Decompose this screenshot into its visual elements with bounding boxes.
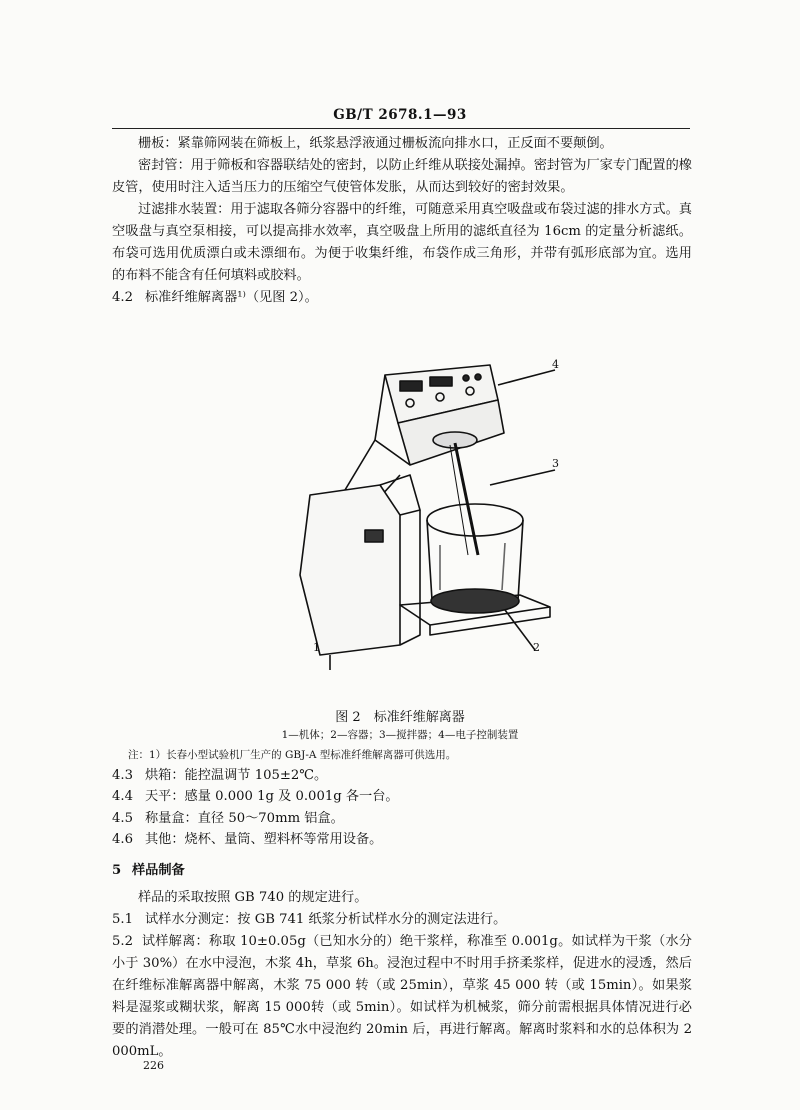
item-5-1 bbox=[112, 909, 692, 931]
figure-legend: 1—机体；2—容器；3—搅拌器；4—电子控制装置 bbox=[281, 729, 519, 741]
section-4-2 bbox=[112, 287, 692, 309]
item-number: 4.5 bbox=[112, 811, 133, 826]
item-4-3 bbox=[112, 765, 692, 787]
item-text: 天平：感量 0.000 1g 及 0.001g 各一台。 bbox=[145, 789, 399, 804]
paragraph-seal-tube: 密封管：用于筛板和容器联结处的密封，以防止纤维从联接处漏掉。密封管为厂家专门配置的橡皮管，使用时注入适当压力的压缩空气使管体发胀，从而达到较好的密封效果。 bbox=[112, 158, 692, 195]
disintegrator-drawing bbox=[290, 345, 570, 685]
item-4-4 bbox=[112, 786, 692, 808]
figure-note: 注：1）长春小型试验机厂生产的 GBJ-A 型标准纤维解离器可供选用。 bbox=[128, 749, 457, 761]
item-text: 其他：烧杯、量筒、塑料杯等常用设备。 bbox=[145, 832, 383, 847]
section-number: 4.2 bbox=[112, 290, 133, 305]
figure-caption: 图 2 标准纤维解离器 bbox=[335, 710, 465, 725]
header-rule bbox=[112, 128, 690, 129]
item-number: 5.2 bbox=[112, 934, 133, 949]
figure-label-3: 3 bbox=[552, 457, 559, 470]
section-title: 样品制备 bbox=[132, 863, 185, 878]
figure-label-2: 2 bbox=[533, 641, 540, 654]
item-4-5 bbox=[112, 808, 692, 830]
figure-label-1: 1 bbox=[313, 641, 320, 654]
item-number: 4.6 bbox=[112, 832, 133, 847]
item-text: 试样解离：称取 10±0.05g（已知水分的）绝干浆样，称准至 0.001g。如试样为干浆（水分小于 30%）在水中浸泡，木浆 4h，草浆 6h。浸泡过程中不时用手挤柔浆样，促进水的浸透，然后在纤维标准解离器中解离，木浆 75 000 转（或 25min），草浆 45 000 转（或 15min）。如果浆料是湿浆或糊状浆，解离 15 000转（或 5min）。如试样为机械浆，筛分前需根据具体情况进行必要的消潜处理。一般可在 85℃水中浸泡约 20min 后，再进行解离。解离时浆料和水的总体积为 2 000mL。 bbox=[112, 934, 692, 1059]
item-text: 称量盒：直径 50～70mm 铝盒。 bbox=[145, 811, 344, 826]
item-text: 烘箱：能控温调节 105±2℃。 bbox=[145, 768, 328, 783]
section-number: 5 bbox=[112, 863, 122, 878]
item-number: 4.3 bbox=[112, 768, 133, 783]
paragraph-grid-plate: 栅板：紧靠筛网装在筛板上，纸浆悬浮液通过栅板流向排水口，正反面不要颠倒。 bbox=[138, 136, 613, 151]
item-number: 4.4 bbox=[112, 789, 133, 804]
section-text: 标准纤维解离器¹⁾（见图 2）。 bbox=[145, 290, 318, 305]
item-number: 5.1 bbox=[112, 912, 133, 927]
page-header: GB/T 2678.1—93 bbox=[333, 107, 467, 123]
paragraph-filter-drain: 过滤排水装置：用于滤取各筛分容器中的纤维，可随意采用真空吸盘或布袋过滤的排水方式。真空吸盘与真空泵相接，可以提高排水效率，真空吸盘上所用的滤纸直径为 16cm 的定量分析滤纸。布袋可选用优质漂白或未漂细布。为便于收集纤维，布袋作成三角形，并带有弧形底部为宜。选用的布料不能含有任何填料或胶料。 bbox=[112, 202, 692, 283]
page-number: 226 bbox=[143, 1059, 164, 1072]
item-5-2 bbox=[112, 931, 692, 1063]
figure-disintegrator bbox=[290, 345, 570, 685]
section-5-heading bbox=[112, 860, 692, 882]
item-4-6 bbox=[112, 829, 692, 851]
figure-label-4: 4 bbox=[552, 358, 559, 371]
item-text: 试样水分测定：按 GB 741 纸浆分析试样水分的测定法进行。 bbox=[145, 912, 507, 927]
paragraph-sampling: 样品的采取按照 GB 740 的规定进行。 bbox=[138, 890, 368, 905]
